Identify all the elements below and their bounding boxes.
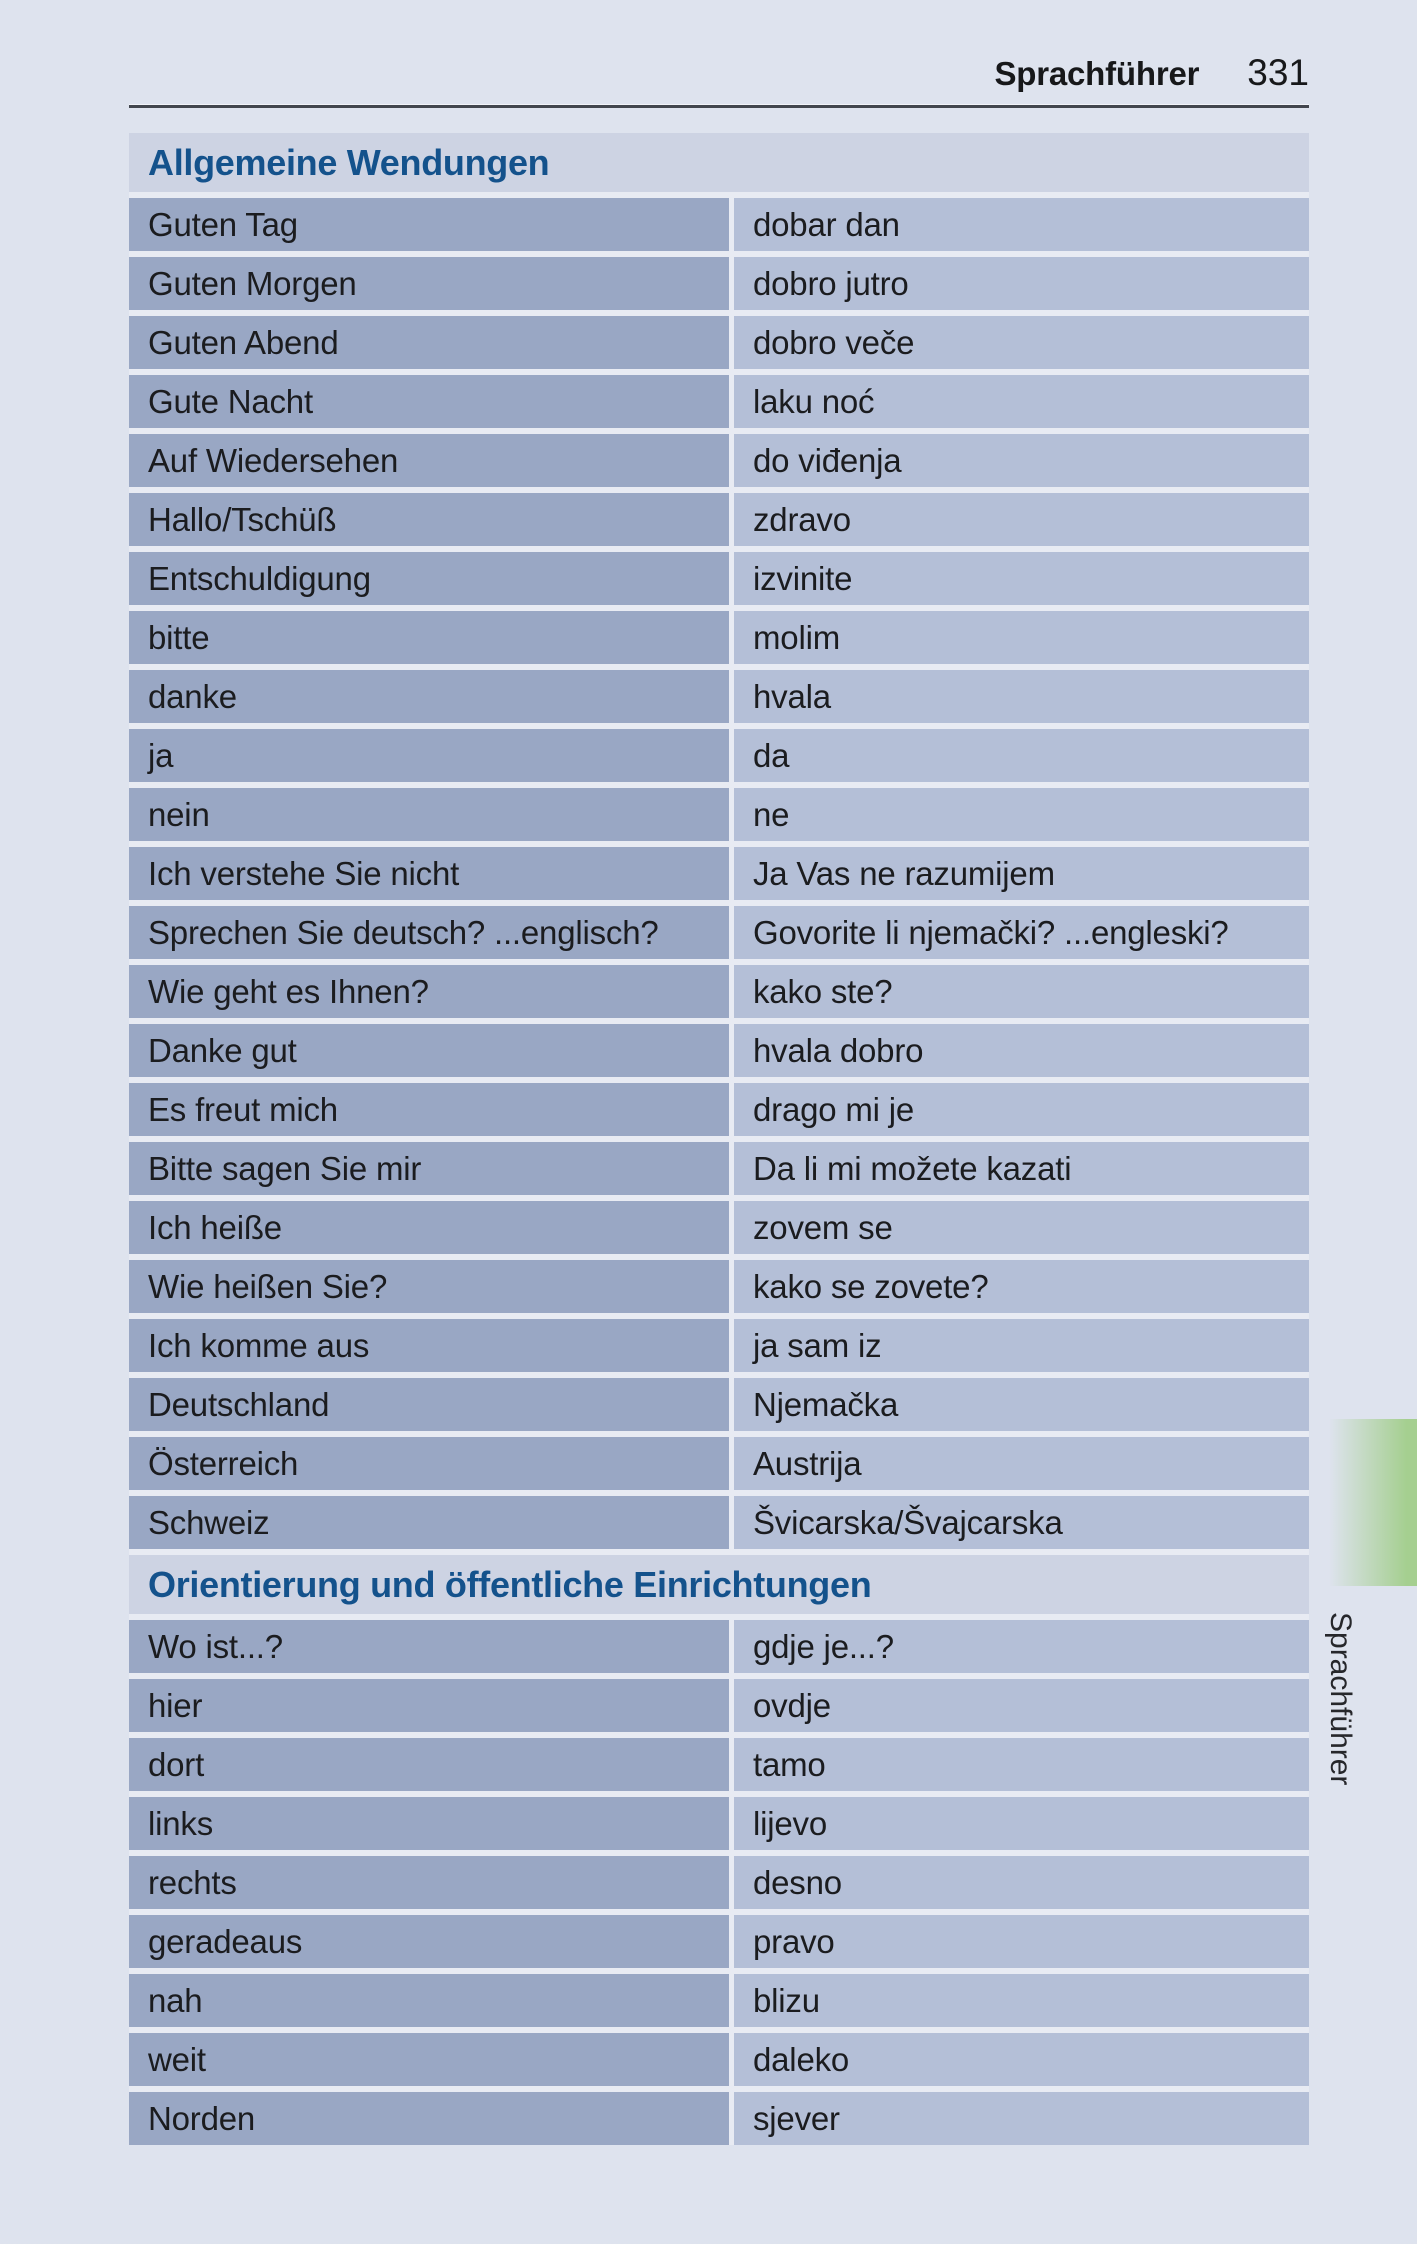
header-rule bbox=[129, 104, 1309, 108]
phrase-croatian: dobro veče bbox=[734, 316, 1309, 369]
chapter-thumb-tab bbox=[1329, 1419, 1417, 1586]
phrase-row bbox=[129, 1738, 1309, 1791]
phrase-german: Bitte sagen Sie mir bbox=[129, 1142, 729, 1195]
phrase-croatian: molim bbox=[734, 611, 1309, 664]
phrase-row bbox=[129, 434, 1309, 487]
phrase-german: Auf Wiedersehen bbox=[129, 434, 729, 487]
phrase-german: Guten Tag bbox=[129, 198, 729, 251]
phrase-row bbox=[129, 316, 1309, 369]
phrase-german: Es freut mich bbox=[129, 1083, 729, 1136]
phrase-row bbox=[129, 1620, 1309, 1673]
phrase-german: hier bbox=[129, 1679, 729, 1732]
phrase-german: Schweiz bbox=[129, 1496, 729, 1549]
phrase-croatian: desno bbox=[734, 1856, 1309, 1909]
phrase-row bbox=[129, 375, 1309, 428]
phrase-row bbox=[129, 1797, 1309, 1850]
phrase-croatian: Švicarska/Švajcarska bbox=[734, 1496, 1309, 1549]
phrase-croatian: hvala bbox=[734, 670, 1309, 723]
phrase-croatian: laku noć bbox=[734, 375, 1309, 428]
phrase-croatian: Ja Vas ne razumijem bbox=[734, 847, 1309, 900]
phrase-croatian: Da li mi možete kazati bbox=[734, 1142, 1309, 1195]
phrase-croatian: drago mi je bbox=[734, 1083, 1309, 1136]
phrase-german: Wie heißen Sie? bbox=[129, 1260, 729, 1313]
phrase-row bbox=[129, 1679, 1309, 1732]
phrase-croatian: kako se zovete? bbox=[734, 1260, 1309, 1313]
phrase-croatian: zdravo bbox=[734, 493, 1309, 546]
phrase-croatian: gdje je...? bbox=[734, 1620, 1309, 1673]
phrase-german: nein bbox=[129, 788, 729, 841]
phrase-croatian: kako ste? bbox=[734, 965, 1309, 1018]
phrase-german: Österreich bbox=[129, 1437, 729, 1490]
chapter-side-label: Sprachführer bbox=[1324, 1612, 1357, 1786]
phrase-german: rechts bbox=[129, 1856, 729, 1909]
phrase-croatian: Njemačka bbox=[734, 1378, 1309, 1431]
phrase-row bbox=[129, 670, 1309, 723]
page-number: 331 bbox=[1247, 52, 1309, 93]
phrase-row bbox=[129, 1856, 1309, 1909]
phrase-row bbox=[129, 1378, 1309, 1431]
phrase-german: Hallo/Tschüß bbox=[129, 493, 729, 546]
phrase-german: Ich heiße bbox=[129, 1201, 729, 1254]
phrase-german: danke bbox=[129, 670, 729, 723]
phrase-german: Gute Nacht bbox=[129, 375, 729, 428]
phrase-german: Ich komme aus bbox=[129, 1319, 729, 1372]
page-header bbox=[129, 52, 1309, 94]
phrase-row bbox=[129, 1437, 1309, 1490]
phrase-row bbox=[129, 1915, 1309, 1968]
phrase-german: Guten Abend bbox=[129, 316, 729, 369]
phrase-german: Sprechen Sie deutsch? ...englisch? bbox=[129, 906, 729, 959]
phrase-row bbox=[129, 2092, 1309, 2145]
phrase-croatian: do viđenja bbox=[734, 434, 1309, 487]
phrase-row bbox=[129, 1260, 1309, 1313]
phrase-croatian: pravo bbox=[734, 1915, 1309, 1968]
phrase-croatian: hvala dobro bbox=[734, 1024, 1309, 1077]
phrase-row bbox=[129, 965, 1309, 1018]
phrase-row bbox=[129, 847, 1309, 900]
phrase-croatian: daleko bbox=[734, 2033, 1309, 2086]
phrase-croatian: dobar dan bbox=[734, 198, 1309, 251]
phrase-german: Entschuldigung bbox=[129, 552, 729, 605]
phrase-row bbox=[129, 1024, 1309, 1077]
phrase-german: Wie geht es Ihnen? bbox=[129, 965, 729, 1018]
phrase-row bbox=[129, 906, 1309, 959]
phrase-row bbox=[129, 1974, 1309, 2027]
phrase-german: Norden bbox=[129, 2092, 729, 2145]
phrase-german: ja bbox=[129, 729, 729, 782]
phrase-german: dort bbox=[129, 1738, 729, 1791]
section-header: Allgemeine Wendungen bbox=[129, 133, 1309, 192]
phrase-row bbox=[129, 1083, 1309, 1136]
phrase-row bbox=[129, 729, 1309, 782]
phrase-croatian: sjever bbox=[734, 2092, 1309, 2145]
phrase-row bbox=[129, 257, 1309, 310]
phrase-german: nah bbox=[129, 1974, 729, 2027]
phrase-row bbox=[129, 198, 1309, 251]
phrase-row bbox=[129, 1319, 1309, 1372]
phrase-german: links bbox=[129, 1797, 729, 1850]
phrase-row bbox=[129, 1496, 1309, 1549]
phrase-german: geradeaus bbox=[129, 1915, 729, 1968]
phrase-croatian: Austrija bbox=[734, 1437, 1309, 1490]
phrase-croatian: Govorite li njemački? ...engleski? bbox=[734, 906, 1309, 959]
phrase-german: Danke gut bbox=[129, 1024, 729, 1077]
phrase-german: bitte bbox=[129, 611, 729, 664]
phrase-german: Wo ist...? bbox=[129, 1620, 729, 1673]
phrase-croatian: zovem se bbox=[734, 1201, 1309, 1254]
phrase-row bbox=[129, 788, 1309, 841]
phrase-row bbox=[129, 2033, 1309, 2086]
phrase-german: Deutschland bbox=[129, 1378, 729, 1431]
phrase-row bbox=[129, 1142, 1309, 1195]
phrase-croatian: ne bbox=[734, 788, 1309, 841]
phrase-row bbox=[129, 552, 1309, 605]
phrase-german: Ich verstehe Sie nicht bbox=[129, 847, 729, 900]
phrase-croatian: izvinite bbox=[734, 552, 1309, 605]
phrase-row bbox=[129, 611, 1309, 664]
phrase-german: Guten Morgen bbox=[129, 257, 729, 310]
page-header-title: Sprachführer bbox=[994, 55, 1200, 92]
phrase-croatian: dobro jutro bbox=[734, 257, 1309, 310]
phrase-croatian: ja sam iz bbox=[734, 1319, 1309, 1372]
phrase-croatian: da bbox=[734, 729, 1309, 782]
phrase-table bbox=[129, 133, 1309, 2145]
phrase-croatian: ovdje bbox=[734, 1679, 1309, 1732]
phrase-row bbox=[129, 1201, 1309, 1254]
phrase-german: weit bbox=[129, 2033, 729, 2086]
phrase-croatian: lijevo bbox=[734, 1797, 1309, 1850]
section-header: Orientierung und öffentliche Einrichtungen bbox=[129, 1555, 1309, 1614]
phrase-croatian: tamo bbox=[734, 1738, 1309, 1791]
phrase-croatian: blizu bbox=[734, 1974, 1309, 2027]
phrase-row bbox=[129, 493, 1309, 546]
